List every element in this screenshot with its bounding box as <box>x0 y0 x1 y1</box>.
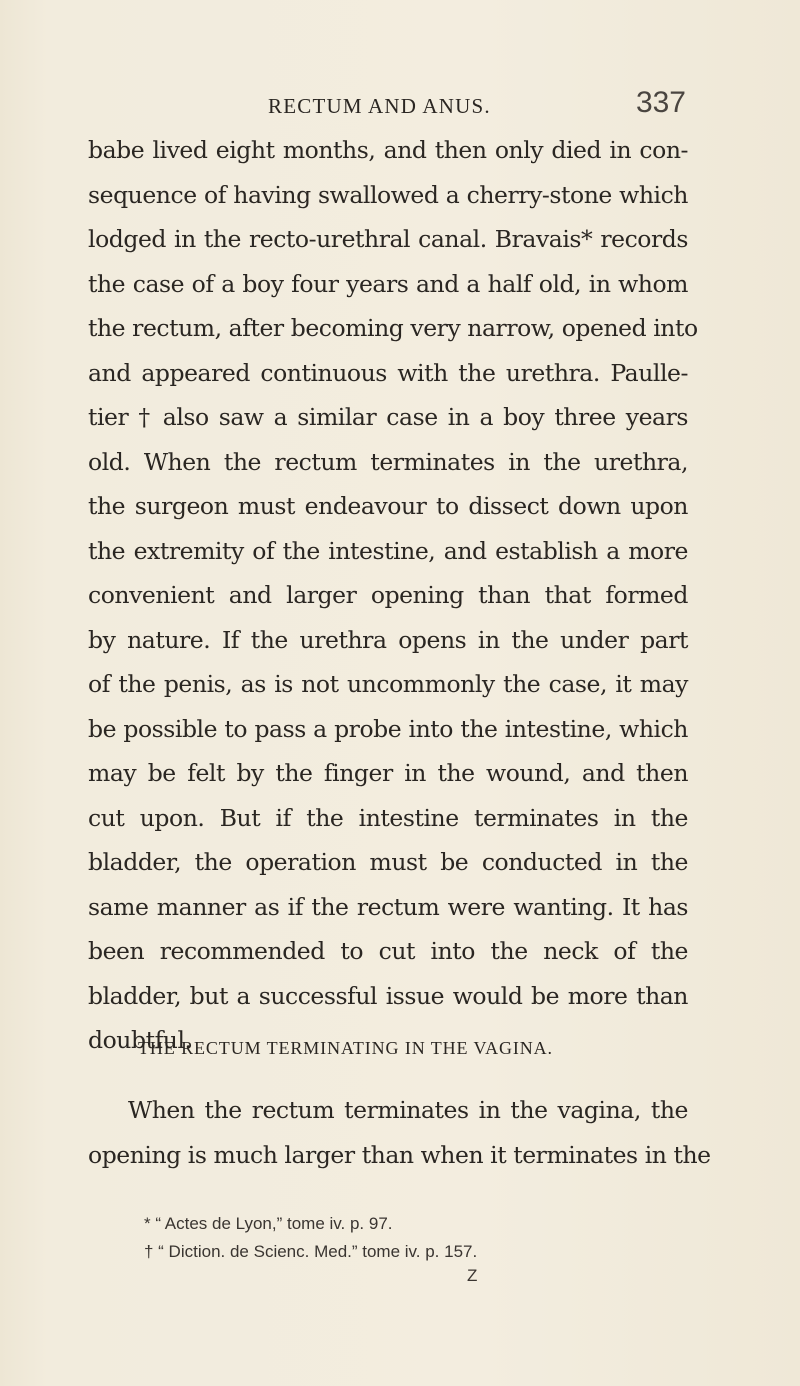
text-line: sequence of having swallowed a cherry-stone which <box>88 180 688 209</box>
text-line: be possible to pass a probe into the intestine, which <box>88 714 688 743</box>
page-header <box>268 86 688 126</box>
text-line: been recommended to cut into the neck of the <box>88 937 688 965</box>
text-line: When the rectum terminates in the vagina, the <box>128 1096 688 1124</box>
section-heading: THE RECTUM TERMINATING IN THE VAGINA. <box>138 1038 553 1058</box>
text-line: bladder, the operation must be conducted in the <box>88 848 688 876</box>
text-line: the extremity of the intestine, and establish a more <box>88 536 688 565</box>
text-line: convenient and larger opening than that formed <box>88 581 688 609</box>
text-line: bladder, but a successful issue would be more than <box>88 981 688 1010</box>
text-line: babe lived eight months, and then only died in con- <box>88 136 688 164</box>
text-line: and appeared continuous with the urethra. Paulle- <box>88 358 688 387</box>
text-line: may be felt by the finger in the wound, and then <box>88 759 688 787</box>
text-line: the rectum, after becoming very narrow, opened into <box>88 314 698 342</box>
footnotes <box>144 1210 704 1266</box>
footnote: † “ Diction. de Scienc. Med.” tome iv. p. 157. <box>144 1242 478 1261</box>
text-line: by nature. If the urethra opens in the under part <box>88 625 688 654</box>
text-line: the case of a boy four years and a half old, in whom <box>88 269 688 298</box>
text-line: tier † also saw a similar case in a boy three years <box>88 403 688 431</box>
text-line: doubtful. <box>88 1026 192 1054</box>
text-line: the surgeon must endeavour to dissect down upon <box>88 492 688 520</box>
text-line: same manner as if the rectum were wanting. It has <box>88 892 688 921</box>
paragraph-1 <box>88 128 698 1063</box>
text-line: old. When the rectum terminates in the urethra, <box>88 447 688 476</box>
page-number: 337 <box>635 86 686 119</box>
text-line: cut upon. But if the intestine terminates in the <box>88 803 688 832</box>
text-line: opening is much larger than when it terminates in the <box>88 1140 711 1169</box>
paragraph-2 <box>88 1088 711 1177</box>
footnote: * “ Actes de Lyon,” tome iv. p. 97. <box>144 1214 393 1233</box>
running-title: RECTUM AND ANUS. <box>268 94 491 118</box>
text-line: lodged in the recto-urethral canal. Bravais* records <box>88 225 688 253</box>
signature-mark: Z <box>467 1266 478 1285</box>
text-line: of the penis, as is not uncommonly the case, it may <box>88 670 688 698</box>
